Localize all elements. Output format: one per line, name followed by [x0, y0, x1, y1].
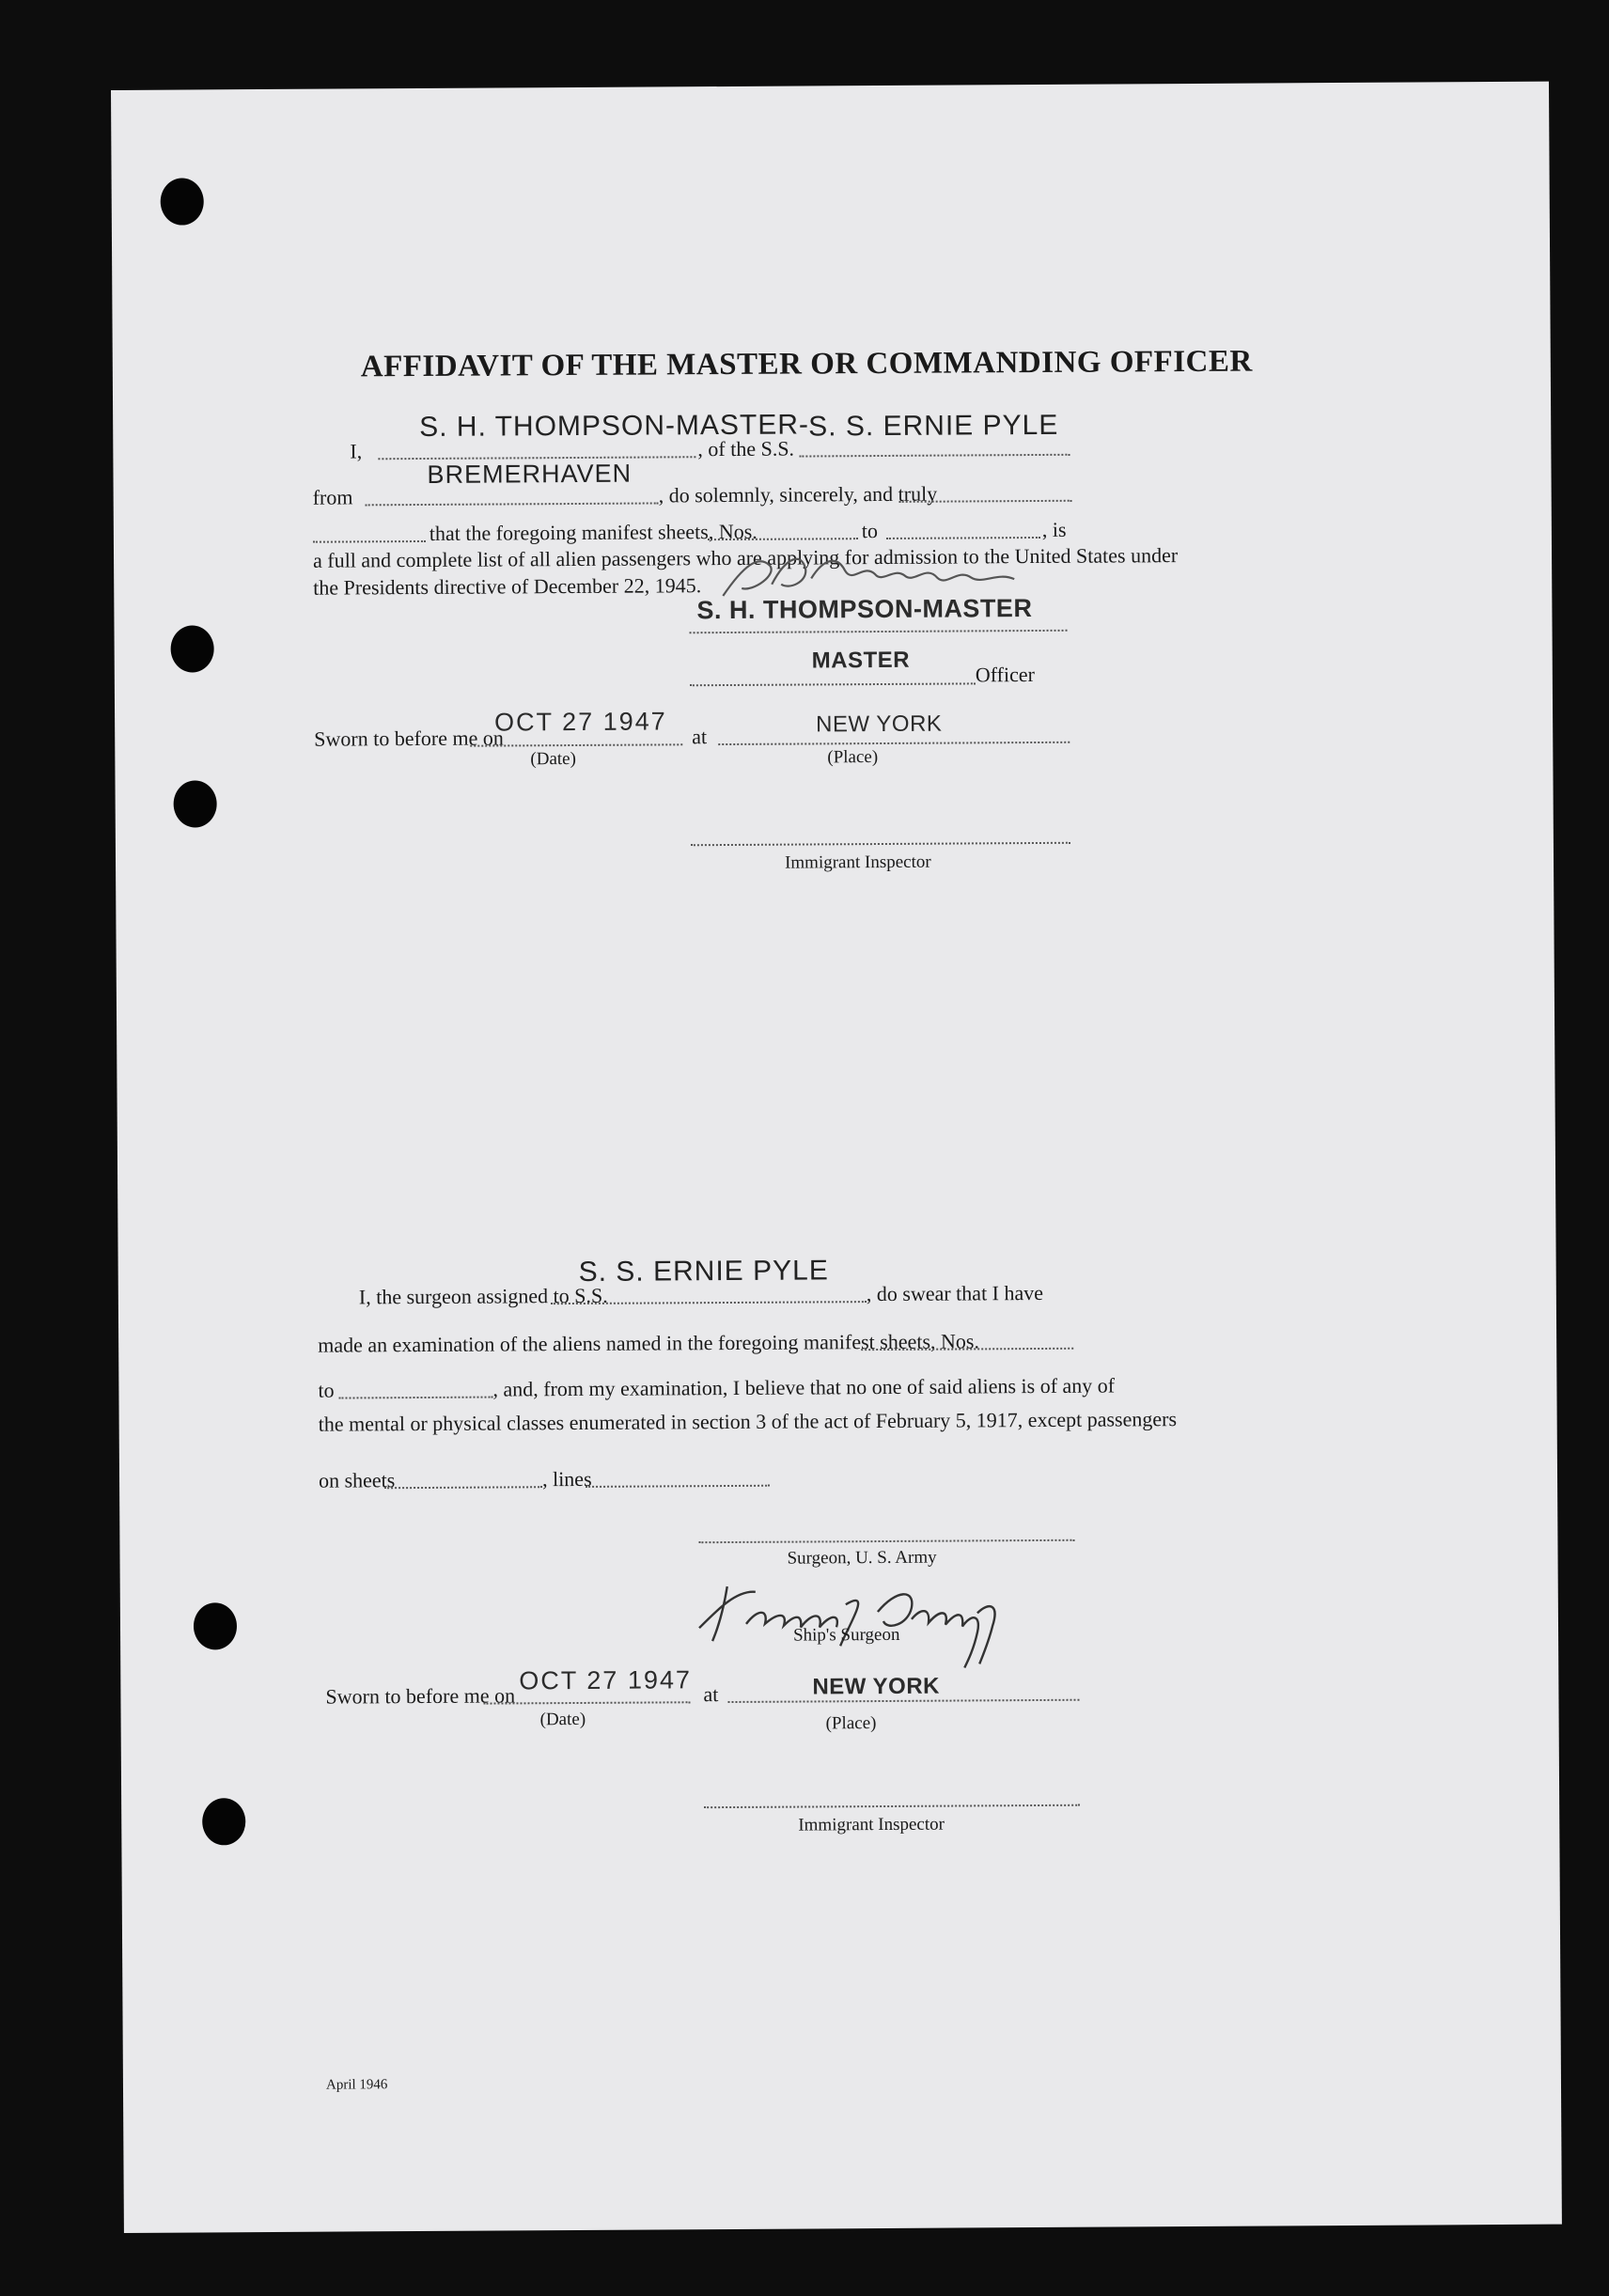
from-port-line — [366, 502, 659, 506]
surgeon-inspector-caption: Immigrant Inspector — [798, 1814, 945, 1835]
from-label: from — [312, 485, 353, 509]
solemnly-text: , do solemnly, sincerely, and truly — [658, 481, 938, 508]
surgeon-signature — [690, 1570, 1029, 1675]
sworn-date: OCT 27 1947 — [494, 707, 667, 737]
officer-label: Officer — [975, 663, 1036, 687]
nos-from-blank — [708, 538, 858, 540]
classes-text: the mental or physical classes enumerated in section 3 of the act of February 5, 1917, except passengers — [318, 1407, 1178, 1436]
punch-hole — [161, 178, 204, 225]
from-port: BREMERHAVEN — [427, 459, 633, 489]
inspector-caption: Immigrant Inspector — [784, 851, 931, 873]
ship-name-line — [799, 454, 1070, 458]
officer-title-stamp: MASTER — [811, 647, 911, 674]
punch-hole — [194, 1602, 237, 1649]
manifest-text: that the foregoing manifest sheets, Nos. — [429, 519, 758, 545]
document-page — [111, 82, 1562, 2233]
surgeon-to-label: to — [318, 1378, 335, 1402]
sworn-place-line — [718, 742, 1070, 745]
surgeon-intro: I, the surgeon assigned to S.S. — [358, 1283, 608, 1309]
sworn-date-line — [470, 743, 682, 746]
full-list-text: a full and complete list of all alien passengers who are applying for admission to the United States under — [312, 543, 1179, 572]
master-signature-stamp: S. H. THOMPSON-MASTER — [696, 594, 1033, 625]
signature-line — [690, 630, 1068, 633]
surgeon-sworn-place: NEW YORK — [812, 1673, 941, 1700]
on-sheets-blank — [384, 1486, 542, 1489]
surgeon-inspector-line — [704, 1804, 1080, 1808]
officer-line — [690, 682, 976, 686]
solemnly-blank — [899, 500, 1072, 503]
surgeon-place-caption: (Place) — [825, 1713, 877, 1734]
sworn-label: Sworn to before me on — [314, 726, 504, 751]
directive-text: the Presidents directive of December 22, 1945. — [313, 573, 702, 600]
surgeon-date-caption: (Date) — [539, 1709, 586, 1730]
surgeon-sworn-label: Sworn to before me on — [325, 1683, 516, 1709]
nos-to-blank — [886, 537, 1040, 539]
is-text: , is — [1041, 517, 1067, 541]
ship-name: S. S. ERNIE PYLE — [808, 409, 1059, 443]
inspector-line — [691, 842, 1070, 846]
army-surgeon-caption: Surgeon, U. S. Army — [787, 1547, 937, 1569]
surgeon-sworn-date: OCT 27 1947 — [519, 1665, 693, 1695]
at-label: at — [692, 725, 708, 749]
surgeon-sworn-date-line — [483, 1701, 690, 1704]
punch-hole — [170, 625, 213, 672]
of-ss-label: , of the S.S. — [697, 436, 795, 461]
date-caption: (Date) — [530, 748, 576, 770]
to-label: to — [861, 519, 879, 543]
sworn-place: NEW YORK — [816, 711, 943, 738]
surgeon-at-label: at — [703, 1682, 719, 1707]
leading-blank — [313, 540, 426, 543]
form-date: April 1946 — [325, 2077, 388, 2093]
affidavit-title: AFFIDAVIT OF THE MASTER OR COMMANDING OFFICER — [360, 344, 1253, 384]
examination-text: made an examination of the aliens named in the foregoing manifest sheets, Nos. — [318, 1329, 980, 1357]
exam-to-blank — [338, 1397, 492, 1399]
surgeon-ship-name: S. S. ERNIE PYLE — [578, 1255, 829, 1288]
place-caption: (Place) — [827, 747, 879, 768]
army-surgeon-line — [698, 1539, 1074, 1543]
on-sheets-label: on sheets — [318, 1468, 396, 1492]
swear-text: , do swear that I have — [866, 1280, 1044, 1306]
lines-blank — [586, 1485, 770, 1488]
master-name: S. H. THOMPSON-MASTER- — [419, 409, 810, 444]
punch-hole — [202, 1798, 245, 1845]
i-label: I, — [350, 439, 363, 463]
examination-belief: , and, from my examination, I believe that no one of said aliens is of any of — [492, 1373, 1116, 1401]
punch-hole — [173, 780, 216, 827]
lines-label: , lines — [541, 1466, 592, 1492]
ships-surgeon-caption: Ship's Surgeon — [792, 1624, 900, 1646]
